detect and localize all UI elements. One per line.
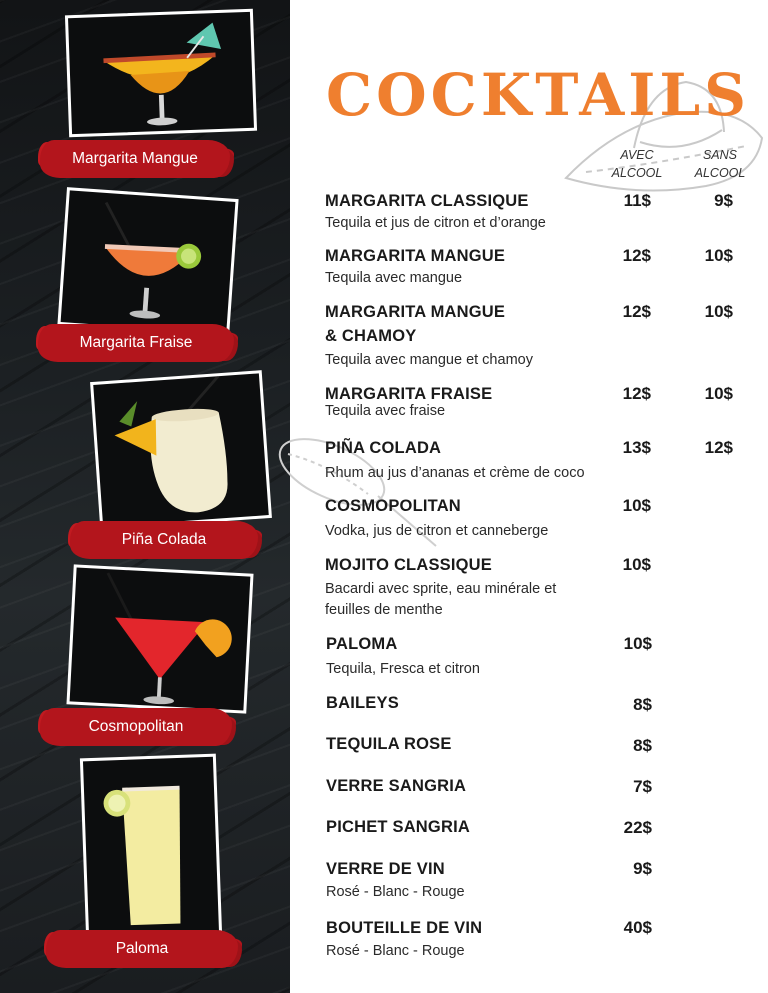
menu-item — [325, 553, 735, 621]
item-description: Bacardi avec sprite, eau minérale et — [325, 581, 557, 597]
menu-item — [326, 691, 736, 715]
photo-label: Cosmopolitan — [88, 718, 184, 735]
item-name: VERRE DE VIN — [326, 860, 445, 878]
item-description: Tequila avec mangue et chamoy — [325, 352, 533, 368]
item-price-sans-alcool: 12$ — [704, 438, 733, 457]
photo-column — [0, 0, 290, 993]
strawberry-margarita-illustration — [61, 190, 236, 333]
column-header-line: AVEC — [620, 148, 654, 162]
photo-label: Piña Colada — [121, 531, 207, 548]
item-name: MARGARITA FRAISE — [325, 385, 493, 403]
item-description: Tequila et jus de citron et d’orange — [325, 215, 546, 231]
item-price-sans-alcool: 9$ — [714, 191, 733, 210]
margarita-fraise-photo — [57, 187, 238, 337]
mango-margarita-illustration — [68, 12, 254, 134]
item-name-line-2: & CHAMOY — [325, 327, 417, 345]
item-name: PIÑA COLADA — [325, 439, 442, 457]
menu-item — [326, 815, 736, 839]
item-price-avec-alcool: 11$ — [623, 191, 651, 210]
item-name: BAILEYS — [326, 694, 399, 712]
menu-item — [326, 857, 736, 903]
photo-label-banner — [70, 521, 258, 559]
pina-colada-photo — [90, 370, 272, 530]
menu-item — [325, 494, 735, 542]
column-header-avec-alcool — [607, 146, 667, 182]
item-description-line-2: feuilles de menthe — [325, 602, 443, 618]
item-price: 10$ — [623, 634, 652, 653]
margarita-mangue-photo — [65, 9, 257, 137]
pina-colada-illustration — [93, 373, 269, 526]
photo-label: Margarita Mangue — [72, 150, 198, 167]
item-price-avec-alcool: 12$ — [622, 302, 651, 321]
menu-item — [326, 774, 736, 798]
item-price: 40$ — [623, 918, 652, 937]
item-price: 8$ — [633, 736, 652, 755]
item-description: Tequila avec mangue — [325, 270, 463, 286]
item-price-sans-alcool: 10$ — [704, 246, 733, 265]
item-price: 10$ — [622, 555, 651, 574]
column-header-line: ALCOOL — [694, 166, 746, 180]
menu-item — [325, 189, 735, 234]
menu-title: COCKTAILS — [326, 61, 751, 129]
photo-label-banner — [46, 930, 238, 968]
item-name: TEQUILA ROSE — [326, 735, 452, 753]
item-price-sans-alcool: 10$ — [704, 302, 733, 321]
item-price: 7$ — [633, 777, 652, 796]
item-name: MARGARITA MANGUE — [325, 303, 506, 321]
column-header-line: ALCOOL — [611, 166, 663, 180]
item-name: MOJITO CLASSIQUE — [325, 556, 492, 574]
item-price: 22$ — [623, 818, 652, 837]
paloma-illustration — [83, 757, 219, 937]
item-description: Rhum au jus d’ananas et crème de coco — [325, 465, 585, 481]
item-name: MARGARITA CLASSIQUE — [325, 192, 529, 210]
column-header-line: SANS — [702, 148, 738, 162]
item-description: Tequila avec fraise — [325, 403, 446, 419]
cosmopolitan-illustration — [70, 568, 251, 711]
item-name: VERRE SANGRIA — [326, 777, 467, 795]
menu-item — [326, 632, 736, 680]
photo-label-banner — [38, 324, 234, 362]
item-price: 8$ — [633, 695, 652, 714]
photo-label: Margarita Fraise — [79, 334, 193, 351]
menu-item — [326, 732, 736, 756]
item-price: 10$ — [622, 496, 651, 515]
item-description: Vodka, jus de citron et canneberge — [325, 523, 549, 539]
menu-item — [325, 382, 735, 422]
menu-item — [325, 436, 735, 484]
item-name: PALOMA — [326, 635, 398, 653]
item-description: Tequila, Fresca et citron — [326, 661, 480, 677]
photo-label-banner — [40, 140, 230, 178]
item-price-avec-alcool: 12$ — [622, 384, 651, 403]
column-header-sans-alcool — [690, 146, 750, 182]
menu-item — [325, 300, 735, 371]
item-name: BOUTEILLE DE VIN — [326, 919, 483, 937]
cosmopolitan-photo — [66, 564, 253, 713]
photo-label: Paloma — [115, 940, 169, 957]
item-description: Rosé - Blanc - Rouge — [326, 943, 465, 959]
menu-item — [325, 244, 735, 289]
item-name: COSMOPOLITAN — [325, 497, 461, 515]
item-description: Rosé - Blanc - Rouge — [326, 884, 465, 900]
item-price-avec-alcool: 13$ — [622, 438, 651, 457]
item-price: 9$ — [633, 859, 652, 878]
item-price-avec-alcool: 12$ — [622, 246, 651, 265]
item-name: PICHET SANGRIA — [326, 818, 470, 836]
paloma-photo — [80, 754, 222, 941]
item-name: MARGARITA MANGUE — [325, 247, 506, 265]
item-price-sans-alcool: 10$ — [704, 384, 733, 403]
menu-item — [326, 916, 736, 962]
photo-label-banner — [40, 708, 232, 746]
